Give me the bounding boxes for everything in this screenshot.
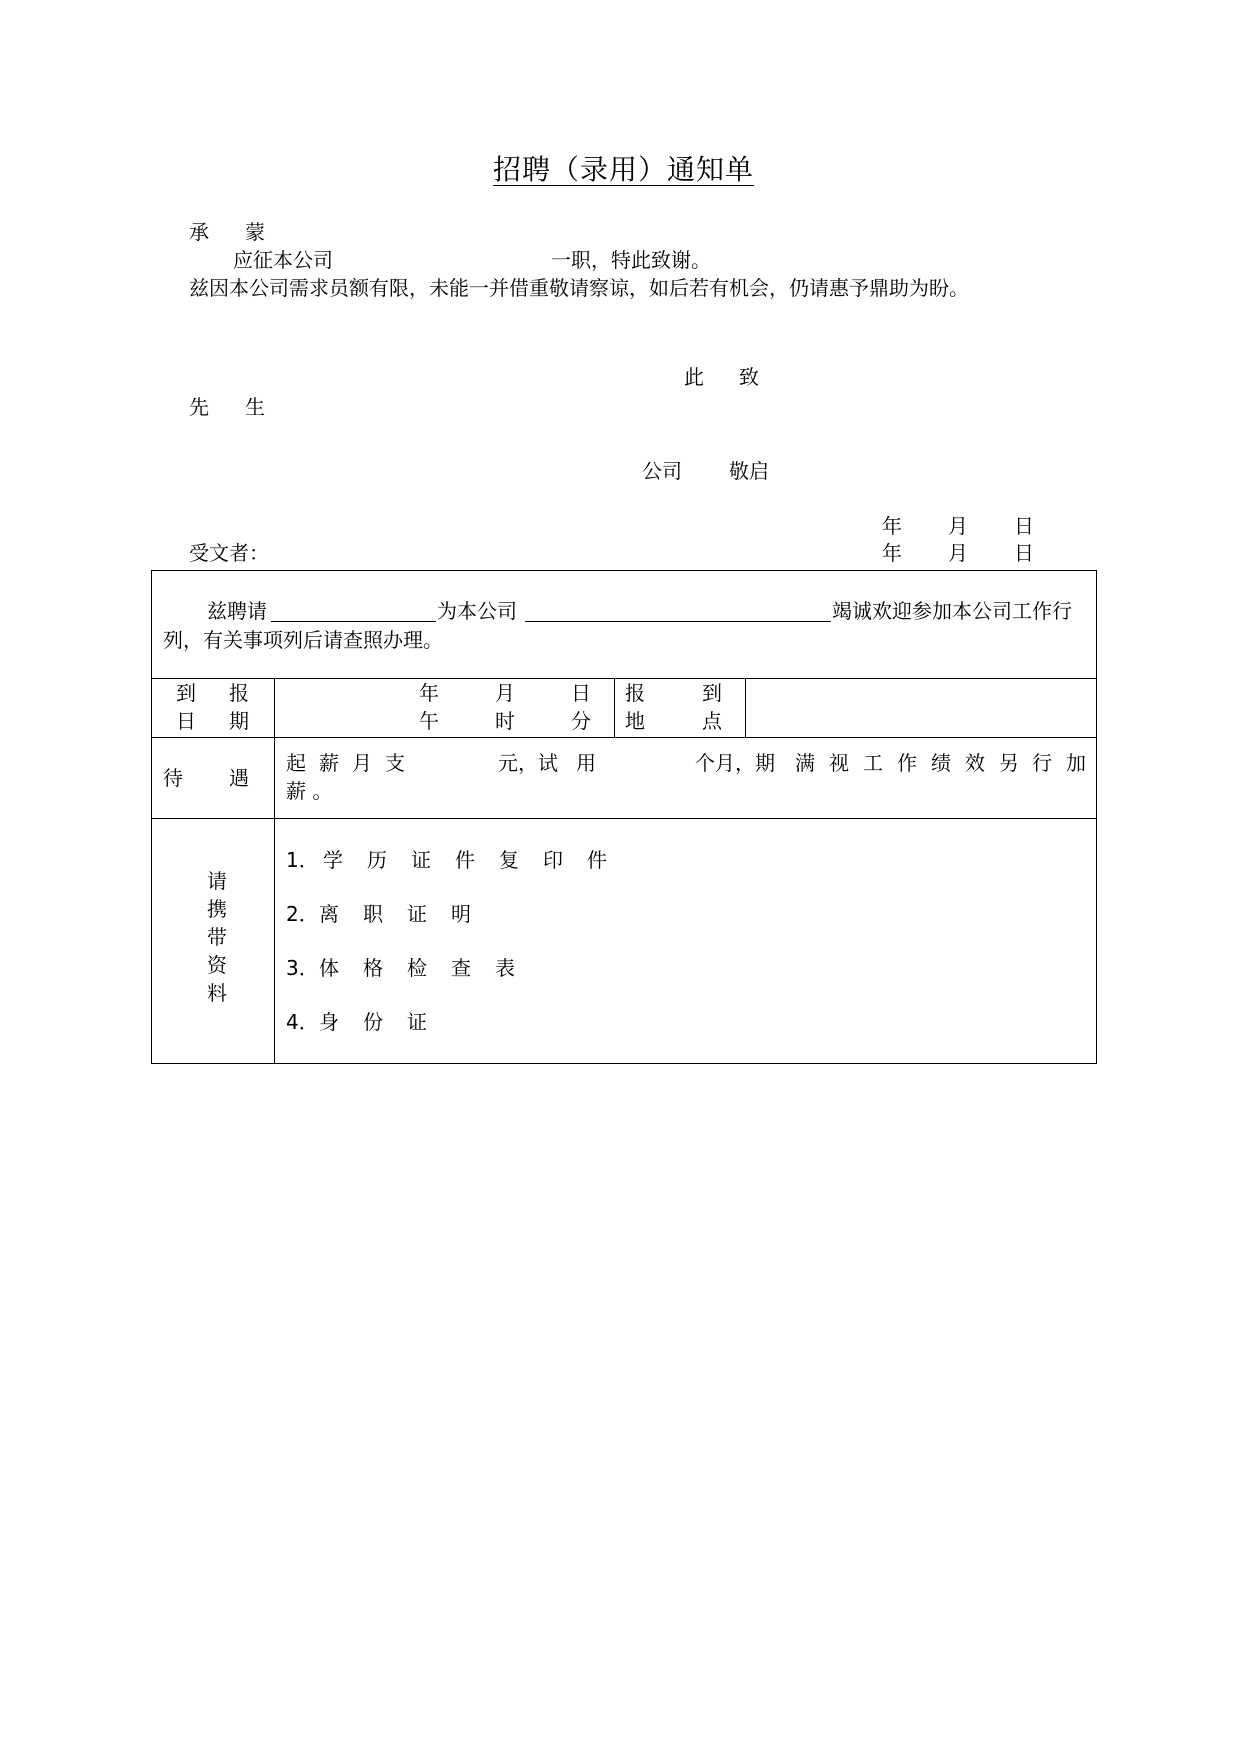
item-char: 身 — [319, 1010, 339, 1034]
materials-item-1 — [286, 850, 626, 874]
materials-label-char: 携 — [207, 897, 227, 921]
materials-label-char: 带 — [207, 925, 227, 949]
item-char: 证 — [411, 848, 431, 872]
closing-char-1: 此 — [684, 365, 704, 389]
item-char: 格 — [363, 956, 383, 980]
intro-text-2: 为本公司 — [437, 599, 517, 623]
item-number: 2． — [286, 902, 319, 926]
letter-line2-suffix: 一职，特此致谢。 — [551, 248, 711, 272]
item-char: 件 — [455, 848, 475, 872]
date-month: 月 — [948, 541, 968, 565]
document-title: 招聘（录用）通知单 — [493, 153, 755, 186]
report-date-ymd — [419, 683, 591, 703]
report-place-label-char: 地 — [625, 709, 645, 733]
addressee-char-1: 先 — [189, 395, 209, 419]
report-date-label-char: 日 — [176, 709, 196, 733]
item-char: 份 — [363, 1010, 383, 1034]
intro-line-2: 列，有关事项列后请查照办理。 — [163, 628, 443, 652]
time-hour: 时 — [495, 709, 515, 733]
report-place-label-char: 点 — [702, 709, 722, 733]
recipient-label: 受文者： — [189, 541, 269, 565]
closing-char-2: 致 — [739, 365, 759, 389]
treatment-label-char: 待 — [163, 766, 183, 790]
treatment-word: 起 — [286, 751, 306, 775]
treatment-word: 另 — [999, 751, 1019, 775]
salutation-char-2: 蒙 — [245, 220, 265, 244]
treatment-label-char: 遇 — [229, 766, 249, 790]
materials-item-3 — [286, 958, 626, 982]
table-rule-3 — [151, 818, 1097, 819]
treatment-word: 效 — [965, 751, 985, 775]
treatment-word: 视 — [829, 751, 849, 775]
report-date-time — [419, 711, 591, 731]
date-year: 年 — [882, 514, 902, 538]
materials-label-char: 资 — [207, 953, 227, 977]
treatment-word: 月 — [352, 751, 372, 775]
item-char: 表 — [495, 956, 515, 980]
date-year: 年 — [419, 681, 439, 705]
item-char: 历 — [367, 848, 387, 872]
intro-text-1: 兹聘请 — [207, 599, 267, 623]
item-char: 明 — [451, 902, 471, 926]
letter-line3: 兹因本公司需求员额有限，未能一并借重敬请察谅，如后若有机会，仍请惠予鼎助为盼。 — [189, 276, 969, 300]
materials-item-2 — [286, 904, 626, 928]
treatment-word: 工 — [863, 751, 883, 775]
signer-company: 公司 — [642, 459, 682, 483]
time-period: 午 — [419, 709, 439, 733]
item-char: 件 — [587, 848, 607, 872]
table-col-divider — [274, 678, 275, 1064]
item-number: 1． — [286, 848, 319, 872]
salutation-char-1: 承 — [189, 220, 209, 244]
materials-item-4 — [286, 1012, 626, 1036]
item-number: 4． — [286, 1010, 319, 1034]
item-char: 体 — [319, 956, 339, 980]
item-char: 离 — [319, 902, 339, 926]
treatment-word: 作 — [897, 751, 917, 775]
date-day: 日 — [1014, 541, 1034, 565]
blank-name-line — [271, 621, 436, 622]
item-char: 学 — [323, 848, 343, 872]
item-number: 3． — [286, 956, 319, 980]
report-date-label-char: 到 — [176, 681, 196, 705]
date-day: 日 — [571, 681, 591, 705]
materials-label-char: 料 — [207, 981, 227, 1005]
treatment-line-1 — [286, 753, 1084, 777]
report-place-label-char: 报 — [625, 681, 645, 705]
item-char: 证 — [407, 1010, 427, 1034]
treatment-word: 元，试 — [498, 751, 558, 775]
table-col-divider-2 — [614, 678, 615, 737]
date-month: 月 — [948, 514, 968, 538]
treatment-word: 绩 — [931, 751, 951, 775]
report-date-label-char: 期 — [229, 709, 249, 733]
treatment-word: 用 — [576, 751, 596, 775]
treatment-word: 个月，期 — [695, 751, 775, 775]
item-char: 印 — [543, 848, 563, 872]
date-year: 年 — [882, 541, 902, 565]
letter-date-2 — [882, 543, 1034, 563]
time-minute: 分 — [571, 709, 591, 733]
blank-position-line — [525, 621, 831, 622]
treatment-word: 行 — [1032, 751, 1052, 775]
date-day: 日 — [1014, 514, 1034, 538]
item-char: 复 — [499, 848, 519, 872]
signer-respect: 敬启 — [729, 459, 769, 483]
table-rule-1 — [151, 678, 1097, 679]
materials-label-char: 请 — [207, 869, 227, 893]
treatment-word: 薪 — [319, 751, 339, 775]
report-place-label-char: 到 — [702, 681, 722, 705]
intro-text-3: 竭诚欢迎参加本公司工作行 — [832, 599, 1072, 623]
item-char: 查 — [451, 956, 471, 980]
table-col-divider-3 — [745, 678, 746, 737]
date-month: 月 — [495, 681, 515, 705]
addressee-char-2: 生 — [245, 395, 265, 419]
treatment-word: 加 — [1066, 751, 1086, 775]
letter-line2-prefix: 应征本公司 — [233, 248, 333, 272]
item-char: 证 — [407, 902, 427, 926]
treatment-word: 满 — [795, 751, 815, 775]
treatment-line-2: 薪 。 — [286, 779, 333, 803]
table-rule-2 — [151, 737, 1097, 738]
item-char: 检 — [407, 956, 427, 980]
item-char: 职 — [363, 902, 383, 926]
letter-date-1 — [882, 516, 1034, 536]
report-date-label-char: 报 — [229, 681, 249, 705]
treatment-word: 支 — [385, 751, 405, 775]
